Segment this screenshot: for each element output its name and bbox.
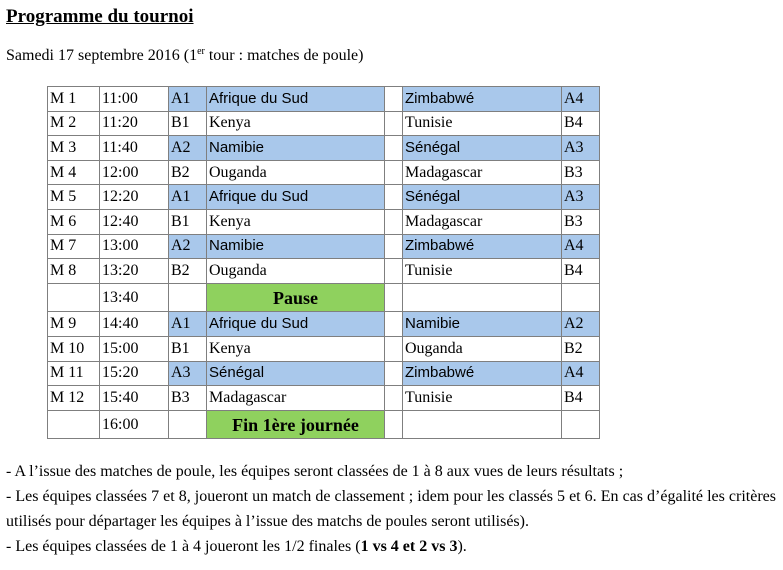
vs-gap [385, 283, 403, 312]
note-3-end: ). [457, 538, 467, 555]
match-id: M 7 [48, 234, 100, 259]
subtitle-superscript: er [197, 46, 205, 57]
poule-home: B1 [169, 209, 207, 234]
poule-home: A1 [169, 185, 207, 210]
match-id: M 6 [48, 209, 100, 234]
match-row [48, 336, 600, 361]
team-home: Ouganda [207, 259, 385, 284]
team-home: Namibie [207, 234, 385, 259]
match-row [48, 87, 600, 112]
match-id: M 3 [48, 136, 100, 161]
team-home: Sénégal [207, 361, 385, 386]
match-row [48, 209, 600, 234]
match-time: 13:40 [100, 283, 169, 312]
poule-away: A3 [562, 136, 600, 161]
match-id: M 2 [48, 111, 100, 136]
team-home: Madagascar [207, 386, 385, 411]
note-3-text: - Les équipes classées de 1 à 4 joueront les 1/2 finales ( [6, 538, 361, 555]
match-id [48, 410, 100, 439]
poule-home: A3 [169, 361, 207, 386]
poule-away: B4 [562, 259, 600, 284]
poule-home [169, 410, 207, 439]
team-away: Namibie [403, 312, 562, 337]
match-time: 15:00 [100, 336, 169, 361]
match-id: M 5 [48, 185, 100, 210]
vs-gap [385, 361, 403, 386]
page-title: Programme du tournoi [6, 6, 194, 27]
team-away: Tunisie [403, 111, 562, 136]
match-time: 14:40 [100, 312, 169, 337]
match-time: 13:20 [100, 259, 169, 284]
team-away [403, 410, 562, 439]
team-away: Madagascar [403, 209, 562, 234]
poule-away: B4 [562, 111, 600, 136]
match-time: 15:20 [100, 361, 169, 386]
poule-away [562, 283, 600, 312]
team-away [403, 283, 562, 312]
notes [6, 459, 776, 559]
break-label: Fin 1ère journée [207, 410, 385, 439]
team-home: Namibie [207, 136, 385, 161]
team-away: Madagascar [403, 160, 562, 185]
match-id: M 4 [48, 160, 100, 185]
team-home: Kenya [207, 111, 385, 136]
note-1: - A l’issue des matches de poule, les équipes seront classées de 1 à 8 aux vues de leurs résultats ; [6, 463, 624, 480]
match-row [48, 111, 600, 136]
match-id: M 9 [48, 312, 100, 337]
vs-gap [385, 336, 403, 361]
note-2: - Les équipes classées 7 et 8, joueront un match de classement ; idem pour les classés 5 et 6. En cas d’égalité les critères utilisés pour départager les équipes à l’issue des matchs de poules seront utilisés). [6, 488, 776, 530]
team-away: Ouganda [403, 336, 562, 361]
team-away: Tunisie [403, 386, 562, 411]
poule-away [562, 410, 600, 439]
subtitle-text: Samedi 17 septembre 2016 (1 [6, 47, 198, 64]
vs-gap [385, 312, 403, 337]
poule-home: B2 [169, 259, 207, 284]
team-away: Sénégal [403, 136, 562, 161]
match-row [48, 185, 600, 210]
match-id: M 8 [48, 259, 100, 284]
team-home: Afrique du Sud [207, 185, 385, 210]
vs-gap [385, 185, 403, 210]
match-time: 12:00 [100, 160, 169, 185]
team-home: Ouganda [207, 160, 385, 185]
vs-gap [385, 410, 403, 439]
poule-home: A2 [169, 234, 207, 259]
poule-away: B4 [562, 386, 600, 411]
vs-gap [385, 87, 403, 112]
poule-home: A1 [169, 312, 207, 337]
match-time: 11:20 [100, 111, 169, 136]
team-home: Kenya [207, 209, 385, 234]
match-id: M 12 [48, 386, 100, 411]
match-row [48, 259, 600, 284]
match-row [48, 312, 600, 337]
poule-away: A3 [562, 185, 600, 210]
match-time: 12:20 [100, 185, 169, 210]
vs-gap [385, 259, 403, 284]
match-id [48, 283, 100, 312]
break-label: Pause [207, 283, 385, 312]
match-time: 13:00 [100, 234, 169, 259]
team-away: Sénégal [403, 185, 562, 210]
vs-gap [385, 111, 403, 136]
poule-away: A4 [562, 87, 600, 112]
schedule-table [47, 86, 600, 439]
poule-home: A2 [169, 136, 207, 161]
team-away: Zimbabwé [403, 87, 562, 112]
match-row [48, 136, 600, 161]
team-home: Afrique du Sud [207, 312, 385, 337]
poule-away: B3 [562, 209, 600, 234]
subtitle-text-end: tour : matches de poule) [204, 47, 364, 64]
poule-home: B1 [169, 111, 207, 136]
match-time: 11:40 [100, 136, 169, 161]
poule-home: B1 [169, 336, 207, 361]
poule-home: B2 [169, 160, 207, 185]
match-time: 16:00 [100, 410, 169, 439]
poule-away: B2 [562, 336, 600, 361]
team-home: Afrique du Sud [207, 87, 385, 112]
team-home: Kenya [207, 336, 385, 361]
poule-away: A4 [562, 361, 600, 386]
team-away: Tunisie [403, 259, 562, 284]
schedule-subtitle [6, 46, 363, 65]
match-id: M 11 [48, 361, 100, 386]
match-time: 11:00 [100, 87, 169, 112]
poule-home [169, 283, 207, 312]
team-away: Zimbabwé [403, 234, 562, 259]
team-away: Zimbabwé [403, 361, 562, 386]
poule-home: A1 [169, 87, 207, 112]
break-row [48, 410, 600, 439]
poule-away: B3 [562, 160, 600, 185]
break-row [48, 283, 600, 312]
poule-away: A2 [562, 312, 600, 337]
match-id: M 10 [48, 336, 100, 361]
match-time: 12:40 [100, 209, 169, 234]
poule-home: B3 [169, 386, 207, 411]
note-3-bold: 1 vs 4 et 2 vs 3 [360, 538, 458, 555]
match-id: M 1 [48, 87, 100, 112]
match-row [48, 160, 600, 185]
match-time: 15:40 [100, 386, 169, 411]
poule-away: A4 [562, 234, 600, 259]
vs-gap [385, 234, 403, 259]
vs-gap [385, 209, 403, 234]
match-row [48, 361, 600, 386]
vs-gap [385, 160, 403, 185]
match-row [48, 386, 600, 411]
note-3 [6, 534, 776, 559]
vs-gap [385, 386, 403, 411]
match-row [48, 234, 600, 259]
vs-gap [385, 136, 403, 161]
